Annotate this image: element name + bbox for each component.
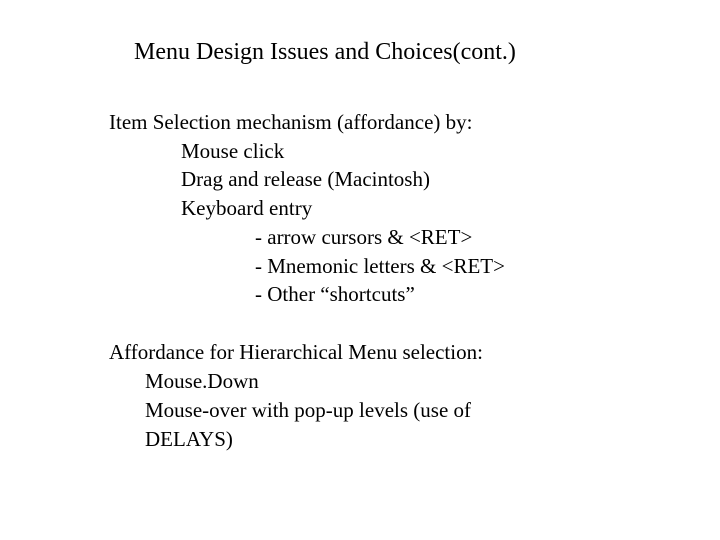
section2-item-mouse-over: Mouse-over with pop-up levels (use of [145,398,472,422]
section1-subitem-mnemonic-letters: - Mnemonic letters & <RET> [255,254,505,278]
section2-heading: Affordance for Hierarchical Menu selection: [109,340,483,364]
section2-item-delays: DELAYS) [145,427,233,451]
section1-subitem-arrow-cursors: - arrow cursors & <RET> [255,225,473,249]
section1-heading: Item Selection mechanism (affordance) by: [109,110,473,134]
slide-title: Menu Design Issues and Choices(cont.) [134,39,516,65]
section1-item-drag-release: Drag and release (Macintosh) [181,167,430,191]
section1-subitem-shortcuts: - Other “shortcuts” [255,282,415,306]
section1-item-mouse-click: Mouse click [181,139,285,163]
section1-item-keyboard-entry: Keyboard entry [181,196,313,220]
section2-item-mouse-down: Mouse.Down [145,369,259,393]
